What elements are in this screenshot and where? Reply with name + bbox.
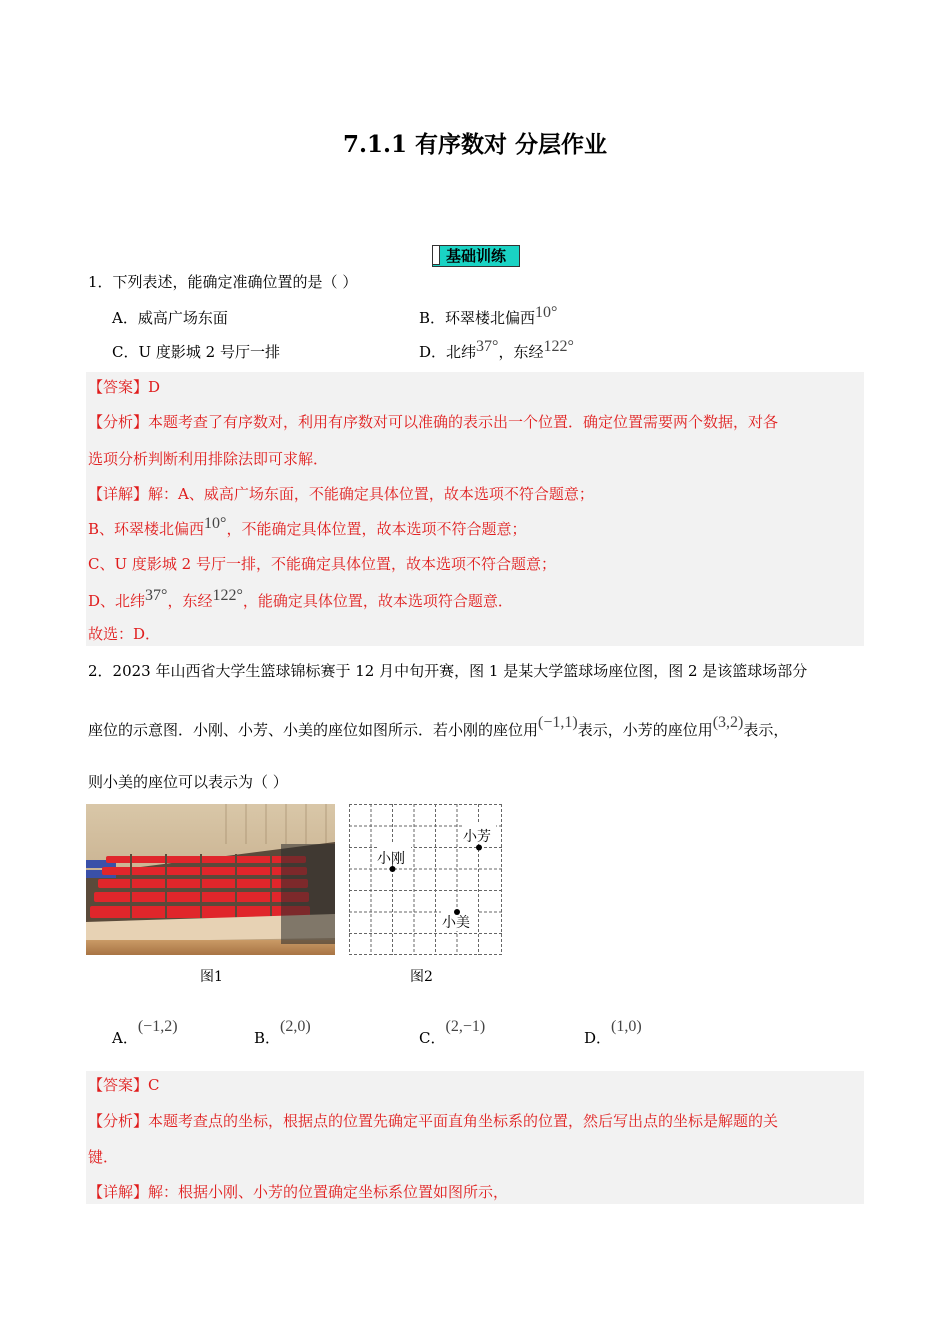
q1-detail-line2: B、环翠楼北偏西10°，不能确定具体位置，故本选项不符合题意； [88, 515, 527, 538]
figure2-caption: 图2 [410, 969, 433, 985]
stadium-seating-photo [86, 804, 335, 955]
q2-option-a: A．(−1,2) [112, 1018, 178, 1047]
q1-answer: 【答案】D [88, 378, 161, 396]
q1-detail-line1: 【详解】解：A、威高广场东面，不能确定具体位置，故本选项不符合题意； [88, 485, 594, 503]
q2-detail-line1: 【详解】解：根据小刚、小芳的位置确定坐标系位置如图所示， [88, 1183, 509, 1201]
q1-option-b: B．环翠楼北偏西10° [419, 304, 558, 327]
q1-detail-line4: D、北纬37°，东经122°，能确定具体位置，故本选项符合题意． [88, 587, 513, 610]
q2-stem-line3: 则小美的座位可以表示为（ ） [88, 773, 288, 791]
q2-stem-line2: 座位的示意图．小刚、小芳、小美的座位如图所示．若小刚的座位用(−1,1)表示，小芳的座位用(3,2)表示， [88, 714, 789, 739]
q2-stem-line1: 2．2023 年山西省大学生篮球锦标赛于 12 月中旬开赛，图 1 是某大学篮球场座位图，图 2 是该篮球场部分 [88, 662, 808, 680]
seat-grid-diagram [349, 804, 502, 955]
label-xiaomei: 小美 [442, 915, 470, 931]
label-xiaofang: 小芳 [463, 829, 491, 845]
q2-analysis-line2: 键． [88, 1148, 119, 1166]
q1-stem: 1．下列表述，能确定准确位置的是（ ） [88, 273, 358, 291]
q1-analysis-line1: 【分析】本题考查了有序数对，利用有序数对可以准确的表示出一个位置．确定位置需要两个数据，对各 [88, 413, 779, 431]
label-xiaogang: 小刚 [377, 851, 405, 867]
q2-option-b: B．(2,0) [254, 1018, 311, 1047]
q2-analysis-line1: 【分析】本题考查点的坐标，根据点的位置先确定平面直角坐标系的位置，然后写出点的坐标是解题的关 [88, 1112, 779, 1130]
q1-option-d: D．北纬37°，东经122° [419, 338, 574, 361]
page-title: 7.1.1 有序数对 分层作业 [342, 131, 608, 158]
q1-option-c: C．U 度影城 2 号厅一排 [112, 343, 280, 361]
q1-detail-line5: 故选：D． [88, 625, 161, 643]
q2-answer: 【答案】C [88, 1076, 160, 1094]
q1-option-a: A．威高广场东面 [112, 309, 228, 327]
q1-detail-line3: C、U 度影城 2 号厅一排，不能确定具体位置，故本选项不符合题意； [88, 555, 556, 573]
q1-analysis-line2: 选项分析判断利用排除法即可求解． [88, 450, 329, 468]
q2-option-c: C．(2,−1) [419, 1018, 486, 1047]
figure1-caption: 图1 [200, 969, 223, 985]
q2-option-d: D．(1,0) [584, 1018, 642, 1047]
section-tag: 基础训练 [432, 245, 520, 267]
